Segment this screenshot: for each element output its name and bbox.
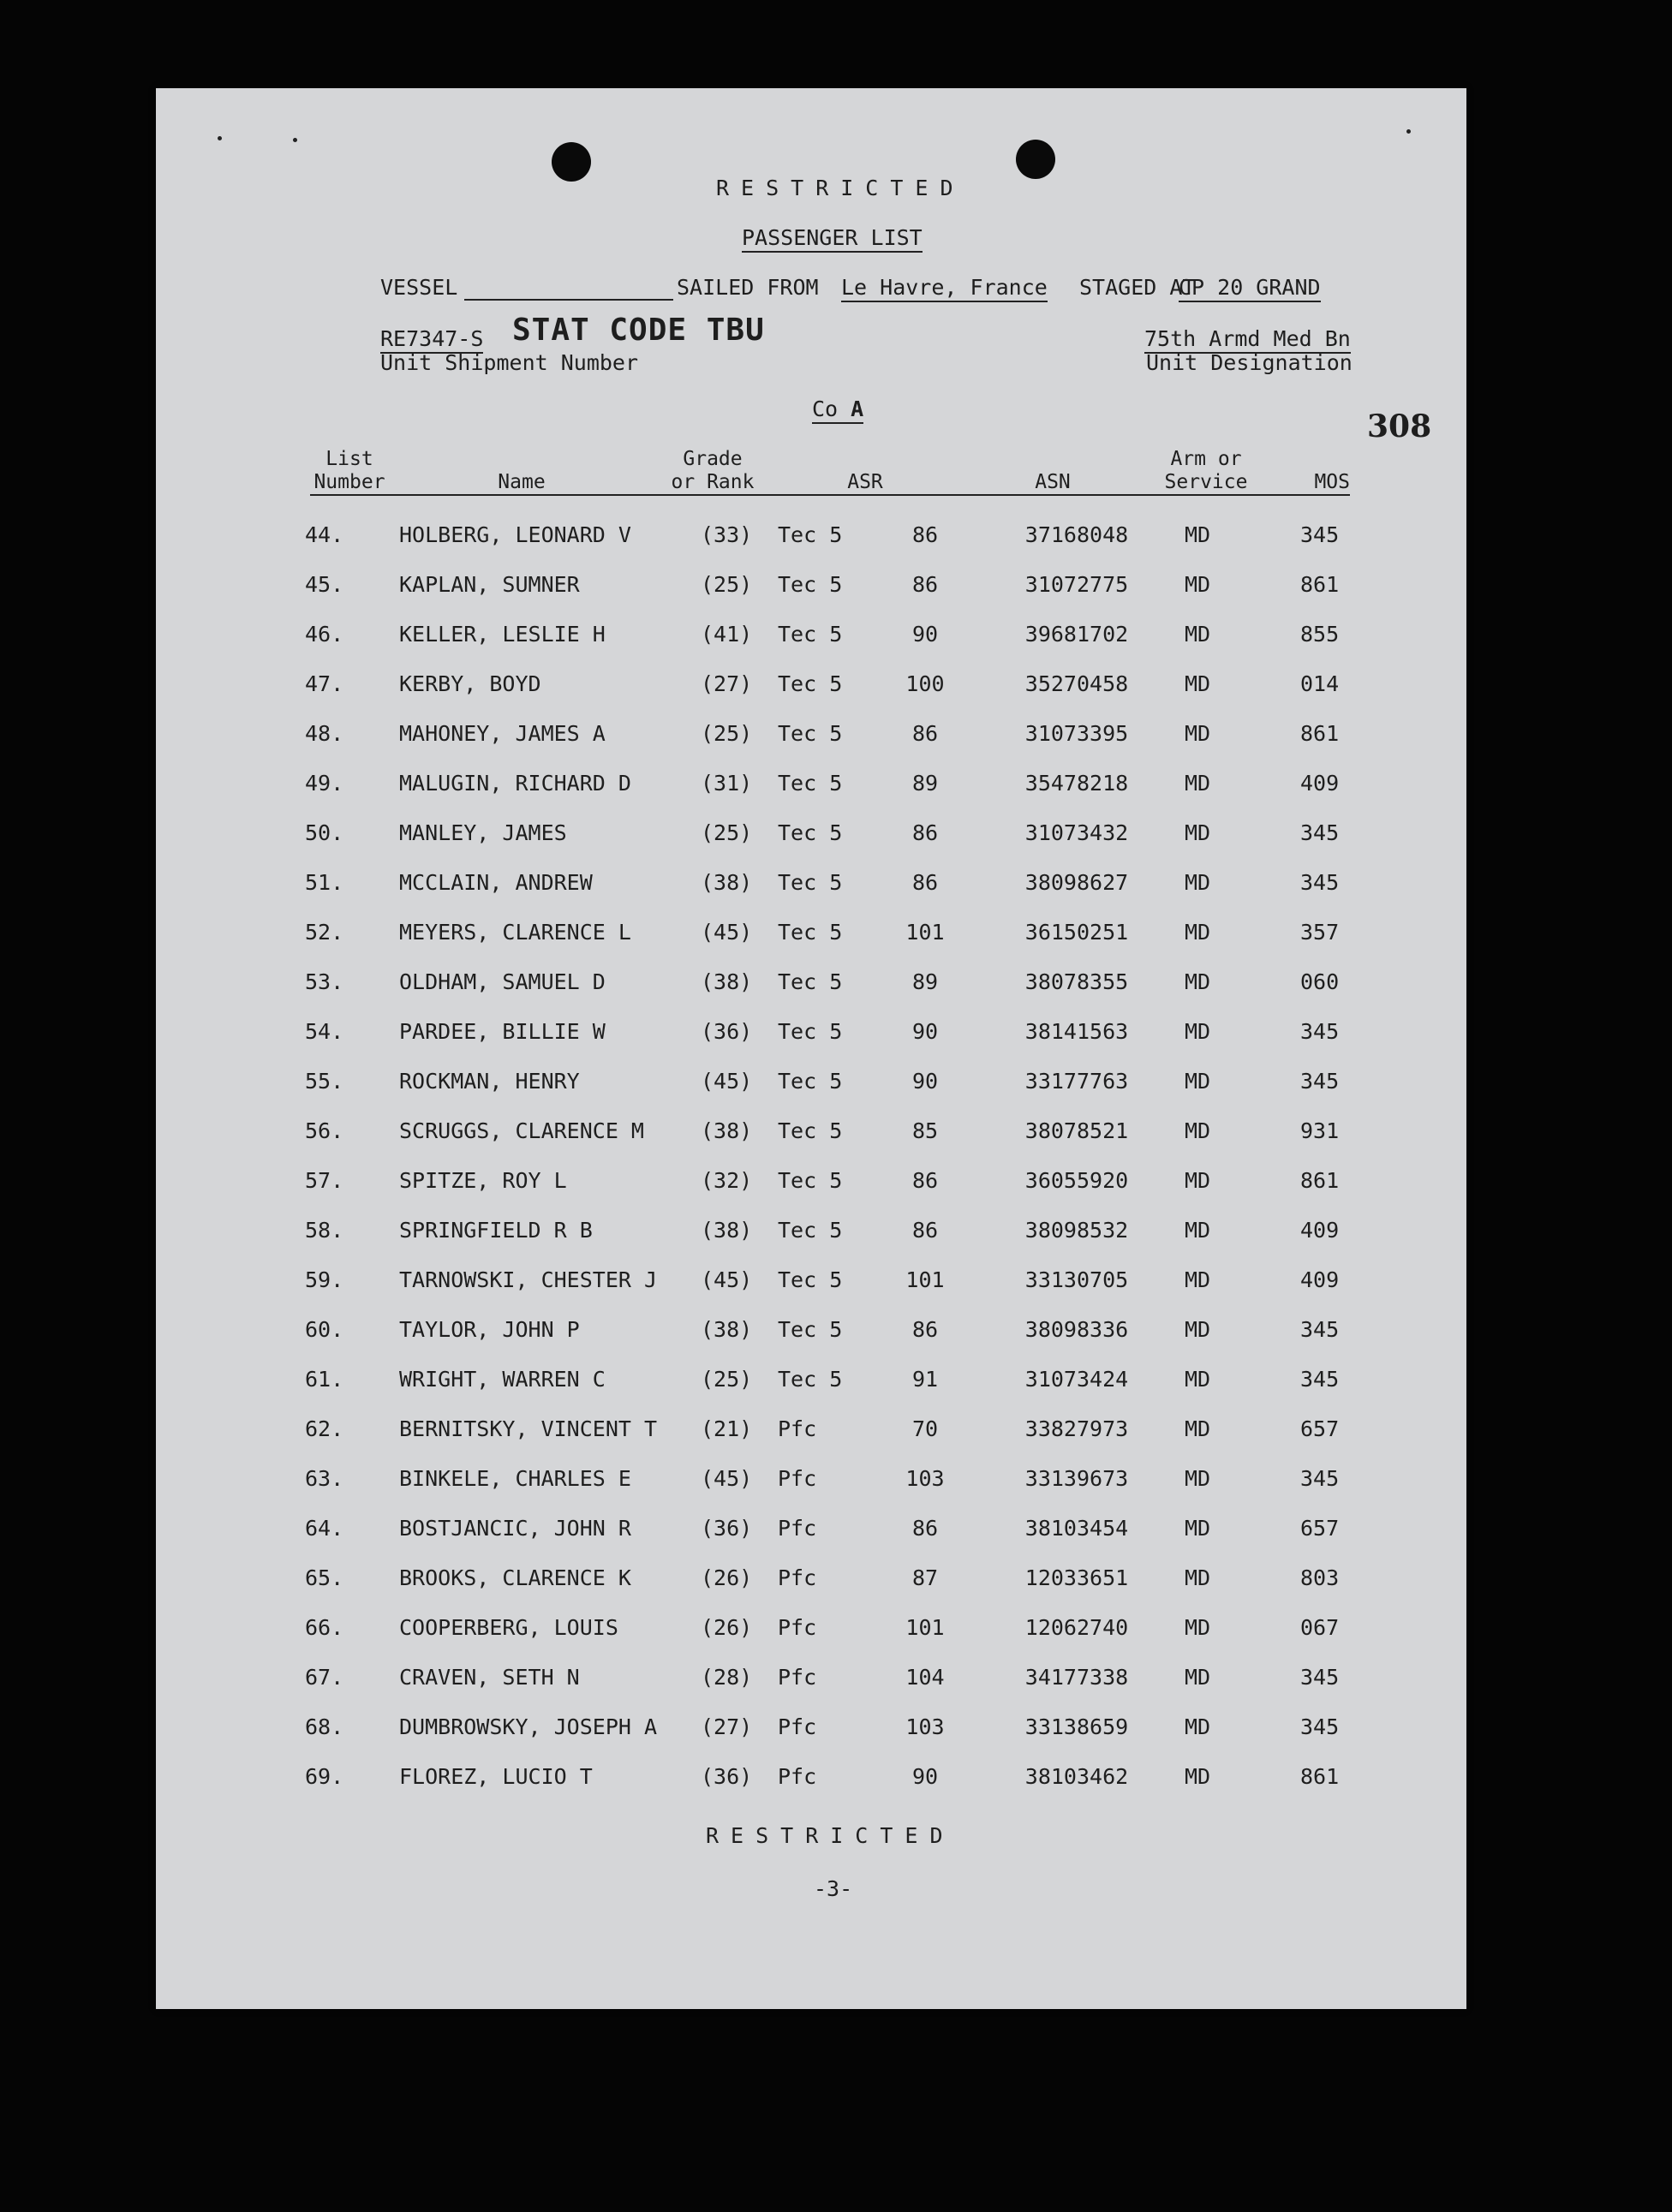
mos-cell: 345: [1300, 1317, 1340, 1342]
name-cell: BINKELE, CHARLES E: [399, 1466, 631, 1491]
age-cell: (25): [701, 721, 753, 746]
age-cell: (45): [701, 1069, 753, 1094]
mos-cell: 345: [1300, 870, 1340, 895]
company-label: Co: [812, 396, 839, 421]
grade-cell: Tec 5: [778, 771, 843, 796]
staged-label: STAGED AT: [1079, 275, 1196, 300]
asn-cell: 38078355: [1024, 969, 1129, 994]
table-row: [156, 1166, 1466, 1201]
arm-cell: MD: [1184, 870, 1211, 895]
asr-cell: 101: [905, 1615, 945, 1640]
asr-cell: 90: [911, 1764, 939, 1789]
mos-cell: 067: [1300, 1615, 1340, 1640]
age-cell: (38): [701, 870, 753, 895]
name-cell: COOPERBERG, LOUIS: [399, 1615, 618, 1640]
table-row: [156, 1067, 1466, 1101]
table-row: [156, 819, 1466, 853]
age-cell: (21): [701, 1416, 753, 1441]
grade-cell: Tec 5: [778, 721, 843, 746]
arm-cell: MD: [1184, 1615, 1211, 1640]
grade-cell: Tec 5: [778, 969, 843, 994]
mos-cell: 409: [1300, 771, 1340, 796]
age-cell: (36): [701, 1764, 753, 1789]
col-asn: ASN: [959, 471, 1146, 496]
asn-cell: 36150251: [1024, 920, 1129, 945]
asn-cell: 12033651: [1024, 1565, 1129, 1590]
name-cell: BROOKS, CLARENCE K: [399, 1565, 631, 1590]
page-stamp: 308: [1367, 408, 1432, 444]
age-cell: (26): [701, 1565, 753, 1590]
mos-cell: 345: [1300, 1714, 1340, 1739]
arm-cell: MD: [1184, 771, 1211, 796]
document-page: [156, 88, 1466, 2009]
asr-cell: 86: [911, 1168, 939, 1193]
arm-cell: MD: [1184, 721, 1211, 746]
arm-cell: MD: [1184, 1714, 1211, 1739]
unit-caption: Unit Designation: [1146, 350, 1353, 375]
asr-cell: 86: [911, 721, 939, 746]
mos-cell: 931: [1300, 1118, 1340, 1143]
arm-cell: MD: [1184, 1317, 1211, 1342]
arm-cell: MD: [1184, 622, 1211, 647]
arm-cell: MD: [1184, 1665, 1211, 1690]
table-row: [156, 968, 1466, 1002]
table-row: [156, 1365, 1466, 1399]
grade-cell: Tec 5: [778, 671, 843, 696]
company-heading: [812, 396, 863, 424]
list-number-cell: 62.: [305, 1416, 344, 1441]
asr-cell: 86: [911, 820, 939, 845]
asr-cell: 104: [905, 1665, 945, 1690]
table-row: [156, 1713, 1466, 1747]
age-cell: (45): [701, 1466, 753, 1491]
grade-cell: Pfc: [778, 1665, 817, 1690]
table-row: [156, 1514, 1466, 1548]
table-row: [156, 1564, 1466, 1598]
grade-cell: Pfc: [778, 1416, 817, 1441]
name-cell: FLOREZ, LUCIO T: [399, 1764, 593, 1789]
mos-cell: 357: [1300, 920, 1340, 945]
mos-cell: 409: [1300, 1218, 1340, 1243]
grade-cell: Pfc: [778, 1516, 817, 1541]
list-number-cell: 58.: [305, 1218, 344, 1243]
table-row: [156, 719, 1466, 754]
table-row: [156, 1315, 1466, 1350]
table-row: [156, 918, 1466, 952]
grade-cell: Pfc: [778, 1714, 817, 1739]
grade-cell: Tec 5: [778, 1317, 843, 1342]
col-mos: MOS: [1266, 471, 1350, 496]
shipment-caption: Unit Shipment Number: [380, 350, 639, 375]
asr-cell: 101: [905, 920, 945, 945]
list-number-cell: 60.: [305, 1317, 344, 1342]
punch-hole-right: [1016, 140, 1055, 179]
asr-cell: 70: [911, 1416, 939, 1441]
list-number-cell: 54.: [305, 1019, 344, 1044]
arm-cell: MD: [1184, 1516, 1211, 1541]
grade-cell: Pfc: [778, 1565, 817, 1590]
arm-cell: MD: [1184, 1267, 1211, 1292]
age-cell: (27): [701, 1714, 753, 1739]
asn-cell: 33177763: [1024, 1069, 1129, 1094]
list-number-cell: 52.: [305, 920, 344, 945]
list-number-cell: 63.: [305, 1466, 344, 1491]
age-cell: (25): [701, 820, 753, 845]
name-cell: KAPLAN, SUMNER: [399, 572, 580, 597]
asn-cell: 33139673: [1024, 1466, 1129, 1491]
table-row: [156, 1415, 1466, 1449]
list-number-cell: 46.: [305, 622, 344, 647]
age-cell: (32): [701, 1168, 753, 1193]
asr-cell: 86: [911, 572, 939, 597]
vessel-blank: [464, 299, 673, 301]
asn-cell: 38098336: [1024, 1317, 1129, 1342]
speck: [1406, 129, 1411, 134]
name-cell: SPRINGFIELD R B: [399, 1218, 593, 1243]
asn-cell: 35270458: [1024, 671, 1129, 696]
table-row: [156, 1663, 1466, 1697]
list-number-cell: 47.: [305, 671, 344, 696]
list-number-cell: 67.: [305, 1665, 344, 1690]
name-cell: BOSTJANCIC, JOHN R: [399, 1516, 631, 1541]
name-cell: MCCLAIN, ANDREW: [399, 870, 593, 895]
asn-cell: 34177338: [1024, 1665, 1129, 1690]
age-cell: (45): [701, 920, 753, 945]
col-name: Name: [389, 471, 654, 496]
age-cell: (28): [701, 1665, 753, 1690]
name-cell: MEYERS, CLARENCE L: [399, 920, 631, 945]
table-row: [156, 1762, 1466, 1797]
mos-cell: 803: [1300, 1565, 1340, 1590]
age-cell: (38): [701, 1118, 753, 1143]
age-cell: (31): [701, 771, 753, 796]
name-cell: PARDEE, BILLIE W: [399, 1019, 606, 1044]
asn-cell: 31073432: [1024, 820, 1129, 845]
age-cell: (25): [701, 1367, 753, 1392]
age-cell: (38): [701, 1317, 753, 1342]
asr-cell: 103: [905, 1714, 945, 1739]
mos-cell: 861: [1300, 1764, 1340, 1789]
list-number-cell: 61.: [305, 1367, 344, 1392]
list-number-cell: 57.: [305, 1168, 344, 1193]
asr-cell: 103: [905, 1466, 945, 1491]
mos-cell: 345: [1300, 1019, 1340, 1044]
grade-cell: Tec 5: [778, 870, 843, 895]
arm-cell: MD: [1184, 1416, 1211, 1441]
col-grade: Grade or Rank: [654, 448, 771, 496]
table-row: [156, 868, 1466, 903]
name-cell: WRIGHT, WARREN C: [399, 1367, 606, 1392]
arm-cell: MD: [1184, 1764, 1211, 1789]
name-cell: CRAVEN, SETH N: [399, 1665, 580, 1690]
mos-cell: 345: [1300, 522, 1340, 547]
grade-cell: Tec 5: [778, 820, 843, 845]
asr-cell: 86: [911, 870, 939, 895]
name-cell: TARNOWSKI, CHESTER J: [399, 1267, 658, 1292]
mos-cell: 345: [1300, 1367, 1340, 1392]
asr-cell: 101: [905, 1267, 945, 1292]
mos-cell: 657: [1300, 1416, 1340, 1441]
punch-hole-left: [552, 142, 591, 182]
table-row: [156, 1216, 1466, 1250]
col-asr: ASR: [771, 471, 959, 496]
asn-cell: 38103462: [1024, 1764, 1129, 1789]
mos-cell: 861: [1300, 572, 1340, 597]
company-value: A: [851, 396, 864, 421]
name-cell: DUMBROWSKY, JOSEPH A: [399, 1714, 658, 1739]
list-number-cell: 50.: [305, 820, 344, 845]
asr-cell: 86: [911, 1317, 939, 1342]
age-cell: (45): [701, 1267, 753, 1292]
list-number-cell: 45.: [305, 572, 344, 597]
name-cell: MANLEY, JAMES: [399, 820, 567, 845]
asn-cell: 33827973: [1024, 1416, 1129, 1441]
list-number-cell: 55.: [305, 1069, 344, 1094]
asn-cell: 37168048: [1024, 522, 1129, 547]
speck: [293, 138, 297, 142]
mos-cell: 345: [1300, 1069, 1340, 1094]
age-cell: (33): [701, 522, 753, 547]
arm-cell: MD: [1184, 1466, 1211, 1491]
arm-cell: MD: [1184, 1019, 1211, 1044]
stat-code: STAT CODE TBU: [512, 313, 765, 348]
asr-cell: 87: [911, 1565, 939, 1590]
col-arm: Arm or Service: [1146, 448, 1266, 496]
arm-cell: MD: [1184, 1118, 1211, 1143]
grade-cell: Tec 5: [778, 1367, 843, 1392]
mos-cell: 345: [1300, 1665, 1340, 1690]
table-row: [156, 1613, 1466, 1648]
name-cell: BERNITSKY, VINCENT T: [399, 1416, 658, 1441]
asn-cell: 36055920: [1024, 1168, 1129, 1193]
grade-cell: Tec 5: [778, 1267, 843, 1292]
table-row: [156, 769, 1466, 803]
asn-cell: 33130705: [1024, 1267, 1129, 1292]
vessel-label: VESSEL: [380, 275, 458, 300]
grade-cell: Tec 5: [778, 1168, 843, 1193]
name-cell: OLDHAM, SAMUEL D: [399, 969, 606, 994]
asr-cell: 86: [911, 1516, 939, 1541]
shipment-number: RE7347-S: [380, 326, 483, 354]
list-number-cell: 53.: [305, 969, 344, 994]
sailed-from-value: Le Havre, France: [841, 275, 1048, 302]
sailed-from-label: SAILED FROM: [677, 275, 819, 300]
unit-designation: 75th Armd Med Bn: [1144, 326, 1351, 354]
arm-cell: MD: [1184, 572, 1211, 597]
table-row: [156, 1117, 1466, 1151]
asn-cell: 35478218: [1024, 771, 1129, 796]
arm-cell: MD: [1184, 1565, 1211, 1590]
grade-cell: Tec 5: [778, 920, 843, 945]
mos-cell: 345: [1300, 820, 1340, 845]
mos-cell: 861: [1300, 1168, 1340, 1193]
table-row: [156, 1464, 1466, 1499]
list-number-cell: 44.: [305, 522, 344, 547]
staged-value: CP 20 GRAND: [1179, 275, 1321, 302]
age-cell: (36): [701, 1019, 753, 1044]
age-cell: (26): [701, 1615, 753, 1640]
asr-cell: 100: [905, 671, 945, 696]
arm-cell: MD: [1184, 820, 1211, 845]
asn-cell: 38098627: [1024, 870, 1129, 895]
asn-cell: 38098532: [1024, 1218, 1129, 1243]
asn-cell: 38103454: [1024, 1516, 1129, 1541]
list-number-cell: 64.: [305, 1516, 344, 1541]
mos-cell: 657: [1300, 1516, 1340, 1541]
document-title: PASSENGER LIST: [742, 225, 923, 253]
name-cell: HOLBERG, LEONARD V: [399, 522, 631, 547]
asn-cell: 38141563: [1024, 1019, 1129, 1044]
asn-cell: 39681702: [1024, 622, 1129, 647]
list-number-cell: 59.: [305, 1267, 344, 1292]
list-number-cell: 51.: [305, 870, 344, 895]
age-cell: (41): [701, 622, 753, 647]
speck: [218, 136, 222, 140]
mos-cell: 861: [1300, 721, 1340, 746]
age-cell: (36): [701, 1516, 753, 1541]
table-row: [156, 570, 1466, 605]
arm-cell: MD: [1184, 920, 1211, 945]
grade-cell: Tec 5: [778, 1019, 843, 1044]
age-cell: (38): [701, 969, 753, 994]
grade-cell: Pfc: [778, 1764, 817, 1789]
list-number-cell: 68.: [305, 1714, 344, 1739]
name-cell: TAYLOR, JOHN P: [399, 1317, 580, 1342]
col-list-number: List Number: [310, 448, 389, 496]
arm-cell: MD: [1184, 1367, 1211, 1392]
mos-cell: 014: [1300, 671, 1340, 696]
asr-cell: 90: [911, 1069, 939, 1094]
asn-cell: 31073424: [1024, 1367, 1129, 1392]
table-row: [156, 1017, 1466, 1052]
grade-cell: Tec 5: [778, 1118, 843, 1143]
asr-cell: 90: [911, 622, 939, 647]
asr-cell: 86: [911, 522, 939, 547]
name-cell: SCRUGGS, CLARENCE M: [399, 1118, 644, 1143]
restricted-bottom: RESTRICTED: [706, 1823, 955, 1848]
mos-cell: 060: [1300, 969, 1340, 994]
age-cell: (25): [701, 572, 753, 597]
asn-cell: 31072775: [1024, 572, 1129, 597]
asn-cell: 33138659: [1024, 1714, 1129, 1739]
arm-cell: MD: [1184, 671, 1211, 696]
grade-cell: Pfc: [778, 1466, 817, 1491]
restricted-top: RESTRICTED: [716, 176, 965, 200]
list-number-cell: 66.: [305, 1615, 344, 1640]
asr-cell: 91: [911, 1367, 939, 1392]
grade-cell: Tec 5: [778, 572, 843, 597]
arm-cell: MD: [1184, 522, 1211, 547]
table-row: [156, 1266, 1466, 1300]
arm-cell: MD: [1184, 1168, 1211, 1193]
asr-cell: 85: [911, 1118, 939, 1143]
grade-cell: Tec 5: [778, 1069, 843, 1094]
name-cell: MAHONEY, JAMES A: [399, 721, 606, 746]
name-cell: MALUGIN, RICHARD D: [399, 771, 631, 796]
asn-cell: 31073395: [1024, 721, 1129, 746]
grade-cell: Tec 5: [778, 522, 843, 547]
asn-cell: 12062740: [1024, 1615, 1129, 1640]
mos-cell: 345: [1300, 1466, 1340, 1491]
list-number-cell: 49.: [305, 771, 344, 796]
page-number: -3-: [814, 1876, 853, 1901]
table-row: [156, 620, 1466, 654]
name-cell: ROCKMAN, HENRY: [399, 1069, 580, 1094]
asr-cell: 86: [911, 1218, 939, 1243]
arm-cell: MD: [1184, 969, 1211, 994]
age-cell: (38): [701, 1218, 753, 1243]
list-number-cell: 48.: [305, 721, 344, 746]
asr-cell: 90: [911, 1019, 939, 1044]
grade-cell: Tec 5: [778, 622, 843, 647]
asr-cell: 89: [911, 771, 939, 796]
arm-cell: MD: [1184, 1069, 1211, 1094]
list-number-cell: 69.: [305, 1764, 344, 1789]
asr-cell: 89: [911, 969, 939, 994]
grade-cell: Pfc: [778, 1615, 817, 1640]
table-row: [156, 521, 1466, 555]
list-number-cell: 65.: [305, 1565, 344, 1590]
name-cell: KERBY, BOYD: [399, 671, 541, 696]
grade-cell: Tec 5: [778, 1218, 843, 1243]
list-number-cell: 56.: [305, 1118, 344, 1143]
asn-cell: 38078521: [1024, 1118, 1129, 1143]
name-cell: KELLER, LESLIE H: [399, 622, 606, 647]
mos-cell: 855: [1300, 622, 1340, 647]
mos-cell: 409: [1300, 1267, 1340, 1292]
age-cell: (27): [701, 671, 753, 696]
table-row: [156, 670, 1466, 704]
arm-cell: MD: [1184, 1218, 1211, 1243]
name-cell: SPITZE, ROY L: [399, 1168, 567, 1193]
